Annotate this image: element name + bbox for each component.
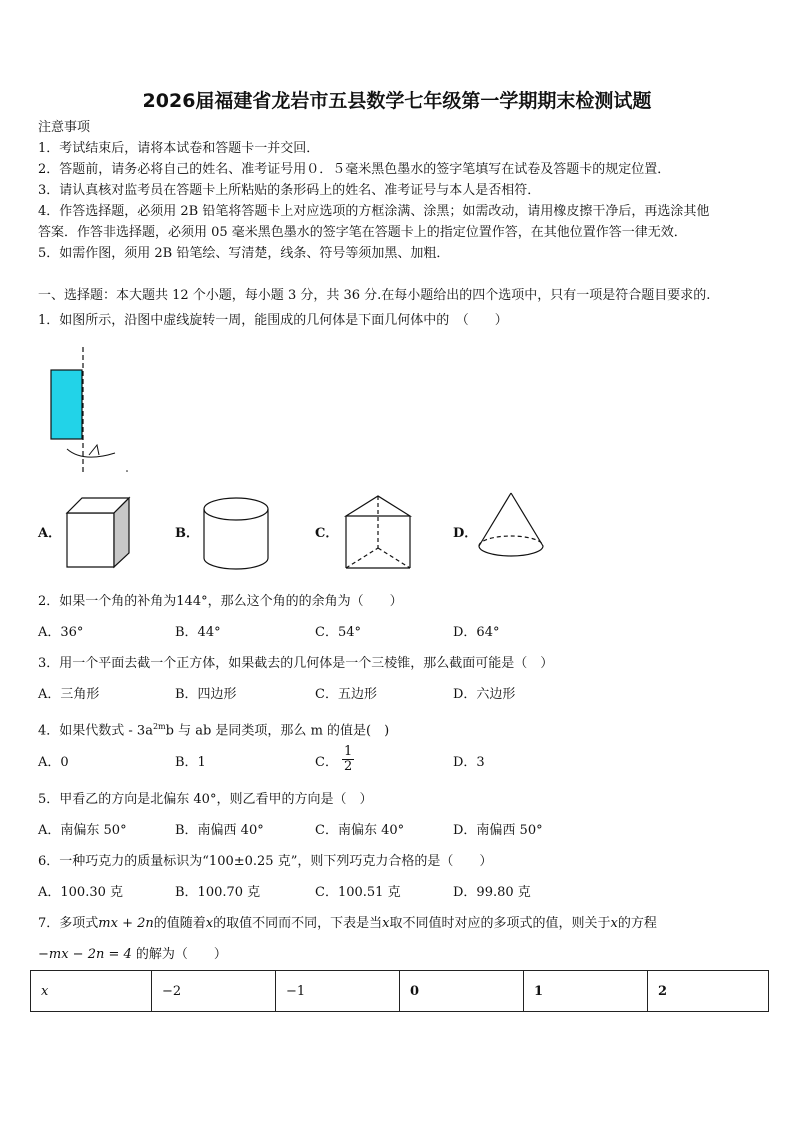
q4-fraction-denominator: 2 xyxy=(344,759,353,774)
q7-stem-a: 7．多项式 xyxy=(38,916,99,931)
q5-option-a: A．南偏东 50° xyxy=(38,823,127,838)
q2-stem: 2．如果一个角的补角为144°，那么这个角的的余角为（ ） xyxy=(38,594,403,609)
notice-item-3: 3．请认真核对监考员在答题卡上所粘贴的条形码上的姓名、准考证号与本人是否相符． xyxy=(38,183,541,198)
q4-option-c: C． xyxy=(315,755,338,770)
q4-stem xyxy=(38,719,389,739)
q4-stem-exponent: 2m xyxy=(152,722,166,731)
q4-fraction-numerator: 1 xyxy=(344,744,353,759)
q3-option-c: C．五边形 xyxy=(315,687,377,702)
q7-stem-line1 xyxy=(38,916,657,932)
table-cell-neg1: −1 xyxy=(276,971,400,1012)
q1-cylinder-icon xyxy=(200,496,274,574)
q1-cone-icon xyxy=(475,490,549,566)
q2-option-a: A．36° xyxy=(38,625,84,640)
notice-item-4: 4．作答选择题，必须用 2B 铅笔将答题卡上对应选项的方框涂满、涂黑；如需改动，请用橡皮擦干净后，再选涂其他 xyxy=(38,204,710,219)
q5-option-b: B．南偏西 40° xyxy=(175,823,264,838)
page-title: 2026届福建省龙岩市五县数学七年级第一学期期末检测试题 xyxy=(142,90,652,112)
q1-option-c-label: C． xyxy=(315,526,339,541)
q4-stem-post: b 与 ab 是同类项，那么 m 的值是( ) xyxy=(165,723,390,739)
q7-stem-b: 的值随着 xyxy=(153,916,206,931)
q7-stem-c: 的取值不同而不同，下表是当 xyxy=(213,916,383,931)
section-heading: 一、选择题：本大题共 12 个小题，每小题 3 分，共 36 分.在每小题给出的四个选项中，只有一项是符合题目要求的. xyxy=(38,288,711,303)
table-cell-neg2: −2 xyxy=(152,971,276,1012)
q3-stem: 3．用一个平面去截一个正方体，如果截去的几何体是一个三棱锥，那么截面可能是（ ） xyxy=(38,656,554,671)
q5-stem: 5．甲看乙的方向是北偏东 40°，则乙看甲的方向是（ ） xyxy=(38,792,373,807)
q7-var-3: x xyxy=(610,916,618,931)
table-cell-1: 1 xyxy=(524,971,648,1012)
table-cell-0: 0 xyxy=(400,971,524,1012)
q1-stem: 1．如图所示，沿图中虚线旋转一周，能围成的几何体是下面几何体中的 （ ） xyxy=(38,313,508,328)
q5-option-d: D．南偏西 50° xyxy=(453,823,543,838)
notice-item-4-cont: 答案．作答非选择题，必须用 05 毫米黑色墨水的签字笔在答题卡上的指定位置作答，在其他位置作答一律无效． xyxy=(38,225,687,240)
q3-option-a: A．三角形 xyxy=(38,687,100,702)
q7-stem-d: 取不同值时对应的多项式的值，则关于 xyxy=(389,916,611,931)
notice-item-5: 5．如需作图，须用 2B 铅笔绘、写清楚，线条、符号等须加黑、加粗． xyxy=(38,246,450,261)
q7-stem-line2 xyxy=(38,947,227,963)
q1-option-d-label: D． xyxy=(453,526,478,541)
q6-stem: 6．一种巧克力的质量标识为“100±0.25 克”，则下列巧克力合格的是（ ） xyxy=(38,854,493,869)
q7-equation: −mx − 2n = 4 xyxy=(38,947,132,962)
notice-heading: 注意事项 xyxy=(38,120,91,135)
q1-rotation-figure xyxy=(45,345,145,480)
q6-option-d: D．99.80 克 xyxy=(453,885,531,900)
q1-cube-icon xyxy=(62,495,132,573)
notice-item-1: 1．考试结束后，请将本试卷和答题卡一并交回． xyxy=(38,141,320,156)
q7-stem-e: 的方程 xyxy=(617,916,657,931)
q1-option-b-label: B． xyxy=(175,526,199,541)
q3-option-b: B．四边形 xyxy=(175,687,237,702)
q4-option-b: B．1 xyxy=(175,755,206,770)
q2-option-c: C．54° xyxy=(315,625,361,640)
q7-stem-f: 的解为（ ） xyxy=(135,947,227,962)
q4-option-d: D．3 xyxy=(453,755,485,770)
q6-option-c: C．100.51 克 xyxy=(315,885,401,900)
q2-option-d: D．64° xyxy=(453,625,500,640)
q6-option-b: B．100.70 克 xyxy=(175,885,261,900)
q7-expression-1: mx + 2n xyxy=(98,916,154,931)
notice-item-2: 2．答题前，请务必将自己的姓名、准考证号用０．５毫米黑色墨水的签字笔填写在试卷及答题卡的规定位置． xyxy=(38,162,671,177)
q1-prism-icon xyxy=(340,492,418,574)
q4-stem-pre: 4．如果代数式 - 3a xyxy=(38,723,153,739)
q4-option-a: A．0 xyxy=(38,755,69,770)
q7-var-1: x xyxy=(205,916,214,931)
q6-option-a: A．100.30 克 xyxy=(38,885,124,900)
q7-value-table xyxy=(30,970,769,1012)
q2-option-b: B．44° xyxy=(175,625,221,640)
q3-option-d: D．六边形 xyxy=(453,687,516,702)
table-cell-2: 2 xyxy=(648,971,769,1012)
q4-option-c-fraction xyxy=(342,745,354,774)
q1-option-a-label: A． xyxy=(38,526,62,541)
table-row xyxy=(31,971,769,1012)
q5-option-c: C．南偏东 40° xyxy=(315,823,405,838)
q7-var-2: x xyxy=(382,916,390,931)
table-cell-x: x xyxy=(31,971,152,1012)
